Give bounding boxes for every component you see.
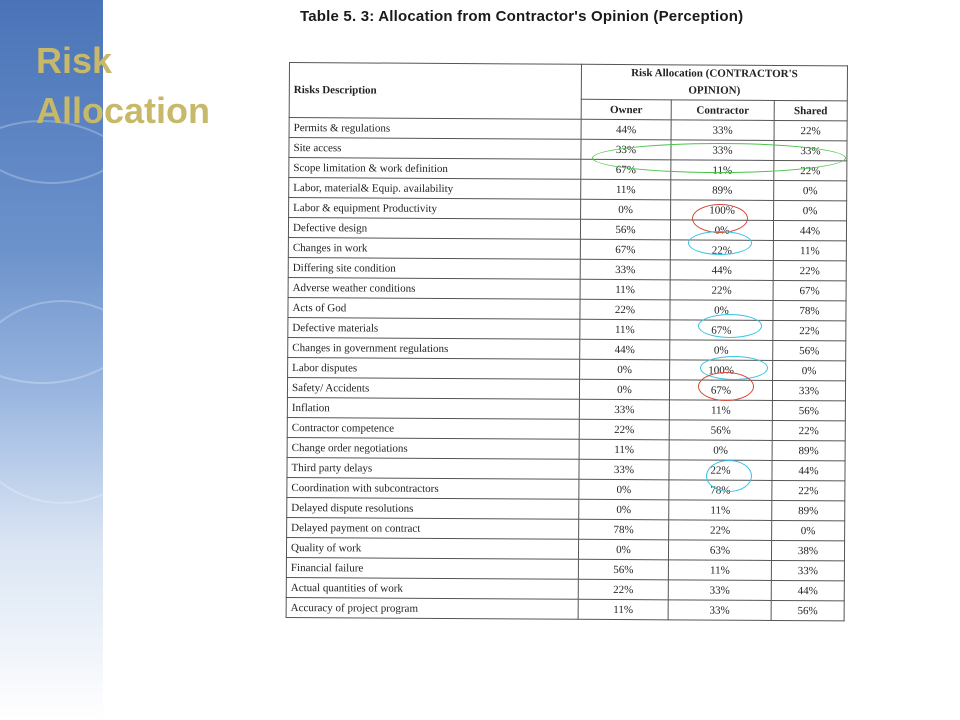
shared-percent-cell: 22% (772, 480, 845, 500)
shared-percent-cell: 44% (771, 580, 844, 600)
risk-description-cell: Site access (289, 138, 581, 160)
contractor-percent-cell: 63% (668, 540, 771, 561)
shared-percent-cell: 22% (774, 120, 847, 140)
shared-percent-cell: 0% (774, 180, 847, 200)
risk-description-cell: Third party delays (287, 457, 579, 479)
contractor-percent-cell: 0% (670, 340, 773, 361)
owner-percent-cell: 0% (579, 499, 669, 520)
risk-description-cell: Acts of God (288, 297, 580, 319)
owner-percent-cell: 67% (580, 239, 670, 260)
shared-percent-cell: 33% (772, 380, 845, 400)
contractor-percent-cell: 89% (671, 180, 774, 201)
owner-percent-cell: 78% (579, 519, 669, 540)
shared-percent-cell: 22% (772, 420, 845, 440)
shared-percent-cell: 22% (773, 320, 846, 340)
risk-description-cell: Accuracy of project program (286, 597, 578, 619)
header-risks-description: Risks Description (289, 63, 581, 120)
swirl-decoration (0, 300, 103, 504)
risk-description-cell: Coordination with subcontractors (287, 477, 579, 499)
contractor-percent-cell: 67% (670, 320, 773, 341)
risk-allocation-table (286, 62, 848, 621)
contractor-percent-cell: 33% (668, 580, 771, 601)
risk-description-cell: Actual quantities of work (286, 577, 578, 599)
owner-percent-cell: 33% (579, 399, 669, 420)
shared-percent-cell: 44% (772, 460, 845, 480)
owner-percent-cell: 44% (581, 119, 671, 140)
risk-description-cell: Labor & equipment Productivity (289, 198, 581, 220)
contractor-percent-cell: 0% (670, 220, 773, 241)
risk-description-cell: Differing site condition (288, 257, 580, 279)
owner-percent-cell: 0% (579, 379, 669, 400)
risk-description-cell: Labor, material& Equip. availability (289, 178, 581, 200)
contractor-percent-cell: 22% (669, 520, 772, 541)
risk-description-cell: Labor disputes (288, 357, 580, 379)
risk-description-cell: Scope limitation & work definition (289, 158, 581, 180)
owner-percent-cell: 0% (578, 539, 668, 560)
shared-percent-cell: 0% (773, 360, 846, 380)
owner-percent-cell: 33% (581, 139, 671, 160)
table-row (286, 597, 844, 620)
owner-percent-cell: 11% (581, 179, 671, 200)
owner-percent-cell: 56% (580, 219, 670, 240)
risk-description-cell: Defective design (288, 218, 580, 240)
shared-percent-cell: 0% (774, 200, 847, 220)
header-shared: Shared (774, 100, 847, 120)
shared-percent-cell: 56% (771, 600, 844, 620)
owner-percent-cell: 11% (580, 319, 670, 340)
contractor-percent-cell: 11% (668, 560, 771, 581)
header-owner: Owner (581, 99, 671, 120)
shared-percent-cell: 56% (772, 400, 845, 420)
contractor-percent-cell: 100% (670, 360, 773, 381)
header-risk-allocation-group (581, 64, 847, 101)
owner-percent-cell: 33% (579, 459, 669, 480)
contractor-percent-cell: 33% (668, 600, 771, 621)
shared-percent-cell: 56% (773, 340, 846, 360)
header-contractor: Contractor (671, 100, 774, 121)
risk-description-cell: Quality of work (286, 537, 578, 559)
contractor-percent-cell: 22% (670, 280, 773, 301)
table-caption: Table 5. 3: Allocation from Contractor's Opinion (Perception) (300, 8, 744, 25)
owner-percent-cell: 56% (578, 559, 668, 580)
owner-percent-cell: 11% (579, 439, 669, 460)
shared-percent-cell: 89% (772, 440, 845, 460)
risk-description-cell: Permits & regulations (289, 118, 581, 140)
risk-description-cell: Inflation (287, 397, 579, 419)
owner-percent-cell: 0% (580, 359, 670, 380)
shared-percent-cell: 89% (772, 500, 845, 520)
header-group-line2: OPINION) (688, 84, 741, 97)
owner-percent-cell: 22% (579, 419, 669, 440)
shared-percent-cell: 38% (771, 540, 844, 560)
header-group-line1: Risk Allocation (CONTRACTOR'S (631, 67, 798, 81)
contractor-percent-cell: 67% (669, 380, 772, 401)
owner-percent-cell: 33% (580, 259, 670, 280)
table-body (286, 118, 847, 621)
risk-description-cell: Contractor competence (287, 417, 579, 439)
contractor-percent-cell: 11% (669, 500, 772, 521)
owner-percent-cell: 0% (579, 479, 669, 500)
shared-percent-cell: 33% (774, 140, 847, 160)
shared-percent-cell: 11% (773, 240, 846, 260)
slide-title-line2: Allocation (36, 90, 211, 131)
risk-description-cell: Adverse weather conditions (288, 277, 580, 299)
risk-description-cell: Financial failure (286, 557, 578, 579)
shared-percent-cell: 22% (774, 160, 847, 180)
owner-percent-cell: 11% (580, 279, 670, 300)
contractor-percent-cell: 33% (671, 140, 774, 161)
contractor-percent-cell: 0% (669, 440, 772, 461)
slide-title-line1: Risk (36, 40, 113, 81)
contractor-percent-cell: 22% (669, 460, 772, 481)
contractor-percent-cell: 44% (670, 260, 773, 281)
shared-percent-cell: 67% (773, 280, 846, 300)
owner-percent-cell: 11% (578, 599, 668, 620)
shared-percent-cell: 78% (773, 300, 846, 320)
contractor-percent-cell: 0% (670, 300, 773, 321)
contractor-percent-cell: 56% (669, 420, 772, 441)
shared-percent-cell: 44% (773, 220, 846, 240)
contractor-percent-cell: 11% (671, 160, 774, 181)
contractor-percent-cell: 11% (669, 400, 772, 421)
slide-title (36, 36, 276, 136)
table-header-row (289, 63, 847, 101)
shared-percent-cell: 0% (772, 520, 845, 540)
contractor-percent-cell: 100% (671, 200, 774, 221)
owner-percent-cell: 22% (578, 579, 668, 600)
risk-description-cell: Defective materials (288, 317, 580, 339)
owner-percent-cell: 44% (580, 339, 670, 360)
contractor-percent-cell: 78% (669, 480, 772, 501)
contractor-percent-cell: 33% (671, 120, 774, 141)
risk-description-cell: Change order negotiations (287, 437, 579, 459)
risk-description-cell: Delayed dispute resolutions (287, 497, 579, 519)
owner-percent-cell: 67% (581, 159, 671, 180)
shared-percent-cell: 22% (773, 260, 846, 280)
shared-percent-cell: 33% (771, 560, 844, 580)
contractor-percent-cell: 22% (670, 240, 773, 261)
risk-description-cell: Changes in government regulations (288, 337, 580, 359)
risk-description-cell: Changes in work (288, 237, 580, 259)
owner-percent-cell: 0% (581, 199, 671, 220)
risk-description-cell: Delayed payment on contract (287, 517, 579, 539)
risk-description-cell: Safety/ Accidents (287, 377, 579, 399)
owner-percent-cell: 22% (580, 299, 670, 320)
